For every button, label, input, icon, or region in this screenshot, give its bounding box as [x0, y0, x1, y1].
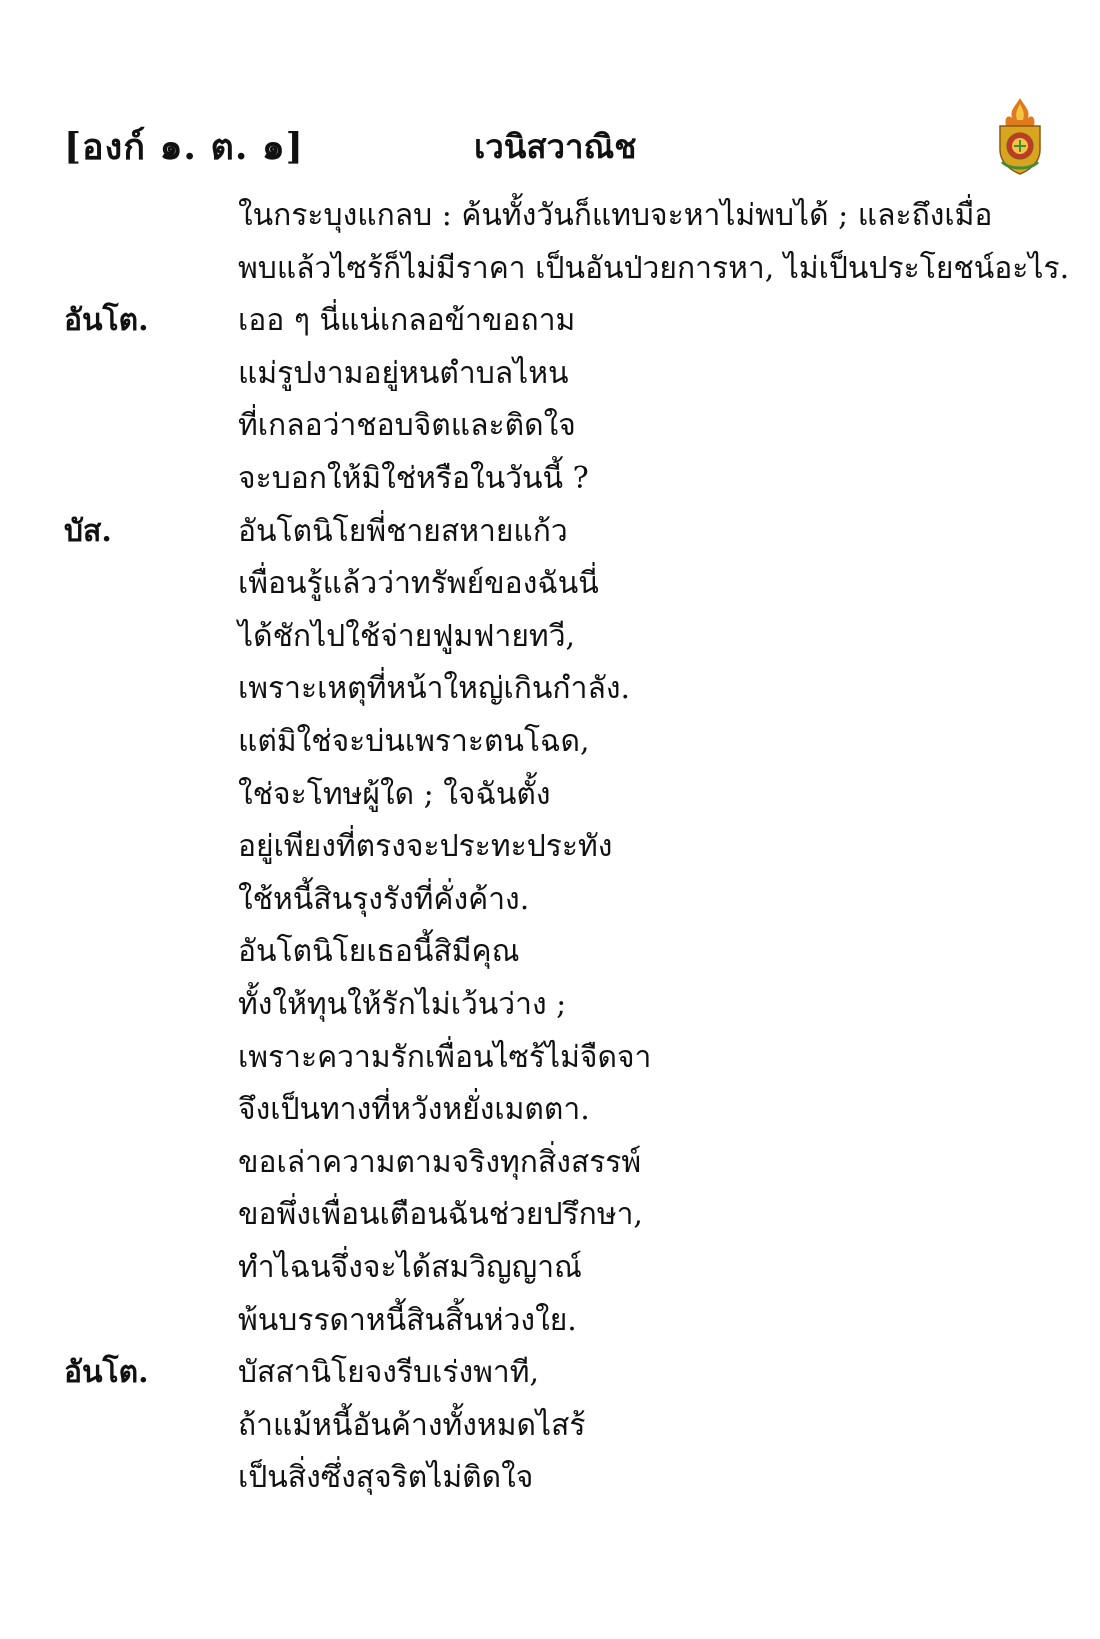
verse-line: ใช้หนี้สินรุงรังที่คั่งค้าง. [238, 881, 530, 917]
verse-line: เออ ๆ นี่แน่เกลอข้าขอถาม [238, 303, 576, 339]
verse-line: พบแล้วไซร้ก็ไม่มีราคา เป็นอันป่วยการหา, ไม่เป็นประโยชน์อะไร. [238, 250, 1070, 286]
act-scene-reference: [องก์ ๑. ต. ๑] [64, 126, 304, 168]
verse-line: ใช่จะโทษผู้ใด ; ใจฉันตั้ง [238, 776, 551, 812]
verse-line: เพราะความรักเพื่อนไซร้ไม่จืดจา [238, 1039, 652, 1075]
verse-line: เพื่อนรู้แล้วว่าทรัพย์ของฉันนี่ [238, 566, 599, 602]
verse-line: จะบอกให้มิใช่หรือในวันนี้ ? [238, 461, 589, 496]
verse-line: เพราะเหตุที่หน้าใหญ่เกินกำลัง. [238, 671, 631, 707]
verse-line: แต่มิใช่จะบ่นเพราะตนโฉด, [238, 724, 590, 759]
verse-line: อยู่เพียงที่ตรงจะประทะประทัง [238, 829, 613, 865]
verse-line: ถ้าแม้หนี้อันค้างทั้งหมดไสร้ [238, 1407, 586, 1443]
page-title: เวนิสวาณิช [474, 127, 637, 166]
speaker-name: บัส. [64, 513, 112, 549]
verse-line: พ้นบรรดาหนี้สินสิ้นห่วงใย. [238, 1302, 577, 1338]
verse-line: ในกระบุงแกลบ : ค้นทั้งวันก็แทบจะหาไม่พบได้ ; และถึงเมื่อ [238, 198, 993, 233]
verse-line: อันโตนิโยเธอนี้สิมีคุณ [238, 934, 520, 970]
verse-line: ทำไฉนจึ่งจะได้สมวิญญาณ์ [238, 1250, 582, 1285]
verse-line: ทั้งให้ทุนให้รักไม่เว้นว่าง ; [238, 987, 567, 1022]
verse-line: อันโตนิโยพี่ชายสหายแก้ว [238, 513, 568, 549]
verse-line: แม่รูปงามอยู่หนตำบลไหน [238, 355, 569, 391]
speaker-name: อันโต. [64, 303, 149, 339]
verse-line: ขอเล่าความตามจริงทุกสิ่งสรรพ์ [238, 1144, 642, 1180]
verse-line: จึงเป็นทางที่หวังหยั่งเมตตา. [238, 1092, 590, 1128]
royal-seal-emblem-icon [990, 96, 1050, 176]
verse-line: บัสสานิโยจงรีบเร่งพาที, [238, 1355, 540, 1391]
page-header [64, 118, 1044, 178]
verse-line: ได้ชักไปใช้จ่ายฟูมฟายทวี, [238, 618, 576, 654]
speaker-name: อันโต. [64, 1355, 149, 1391]
verse-line: ที่เกลอว่าชอบจิตและติดใจ [238, 408, 576, 444]
verse-line: เป็นสิ่งซึ่งสุจริตไม่ติดใจ [238, 1460, 534, 1496]
verse-line: ขอพึ่งเพื่อนเตือนฉันช่วยปรึกษา, [238, 1197, 643, 1233]
